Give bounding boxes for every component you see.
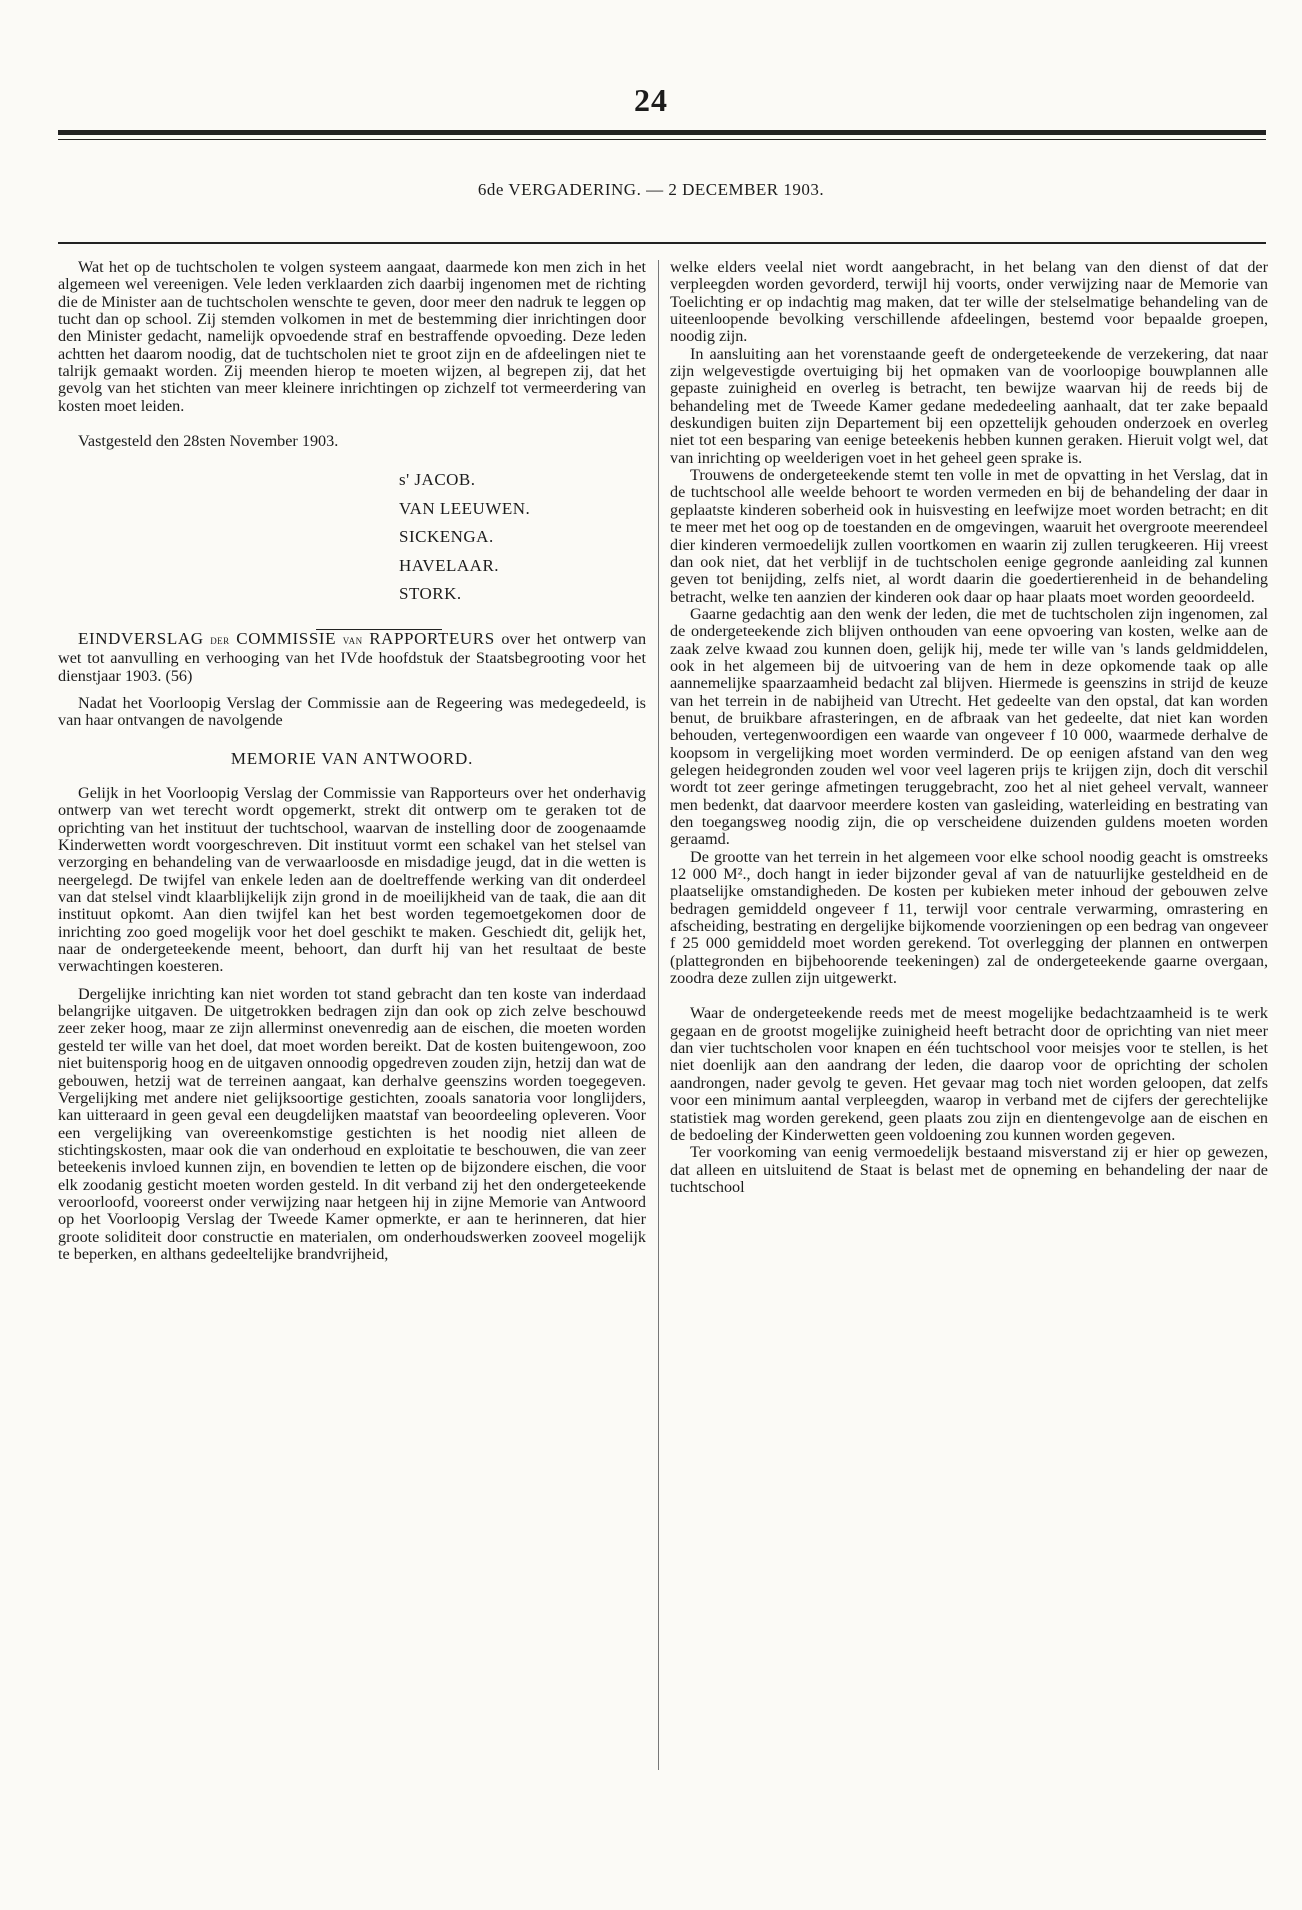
report-title-part-4: VAN — [342, 635, 363, 646]
header-rule-thick — [58, 130, 1266, 135]
signature-2: VAN LEEUWEN. — [399, 498, 531, 518]
report-title — [58, 630, 646, 685]
signature-1: s' JACOB. — [399, 470, 476, 490]
session-header: 6de VERGADERING. — 2 DECEMBER 1903. — [477, 180, 825, 199]
left-paragraph-3: Gelijk in het Voorloopig Verslag der Commissie van Rapporteurs over het onderhavig ontwerp van wet terecht wordt opgemerkt, strekt dit ontwerp om te geraken tot de oprichting van het instituut der tuchtschool, waarvan de instelling door de zoogenaamde Kinderwetten wordt voorgeschreven. Dit instituut vormt een schakel van het stelsel van verzorging en behandeling van de verwaarloosde en misdadige jeugd, dat in die wetten is neergelegd. De twijfel van enkele leden aan de doeltreffende werking van dit onderdeel van dat stelsel vindt klaarblijkelijk zijn grond in de moeilijkheid van de taak, die aan dit instituut opkomt. Aan dien twijfel kan het best worden tegemoetgekomen door de inrichting zoo goed mogelijk voor het doel geschikt te maken. Geschiedt dit, gelijk het, naar de ondergeteekende meent, behoort, dan durft hij van het resultaat de beste verwachtingen koesteren. — [58, 784, 646, 976]
right-paragraph-5: De grootte van het terrein in het algemeen voor elke school noodig geacht is omstreeks 12 000 M²., doch hangt in ieder bijzonder geval af van de natuurlijke gesteldheid en de plaatselijke omstandigheden. De kosten per kubieken meter inhoud der gebouwen zelve bedragen gemiddeld ongeveer f 11, terwijl voor centrale verwarming, omrastering en afscheiding, bestrating en dergelijke bijkomende voorzieningen op een bedrag van ongeveer f 25 000 gemiddeld moet worden gerekend. Tot overlegging der plannen en ontwerpen (plattegronden en bijbehoorende teekeningen) zal de ondergeteekende gaarne overgaan, zoodra deze zullen zijn uitgewerkt. — [670, 847, 1268, 988]
report-title-part-3: COMMISSIE — [236, 628, 337, 648]
memorie-heading: MEMORIE VAN ANTWOORD. — [230, 748, 474, 768]
right-paragraph-6: Waar de ondergeteekende reeds met de meest mogelijke bedachtzaamheid is te werk gegaan en de grootst mogelijke zuinigheid heeft betracht door de oprichting van niet meer dan vier tuchtscholen voor knapen en één tuchtschool voor meisjes voor te stellen, is het niet doenlijk aan den aandrang der leden, die daarop voor de oprichting der scholen aandrongen, nader gevolg te geven. Het gevaar mag toch niet worden geloopen, dat zelfs voor een minimum aantal verpleegden, waarop in verband met de cijfers der gerechtelijke statistiek mag worden gerekend, geen plaats zou zijn en dientengevolge aan de eischen en de bedoeling der Kinderwetten geen voldoening zou kunnen worden gegeven. — [670, 1004, 1268, 1144]
report-title-rest: over het ontwerp van wet tot aanvulling en verhooging van het IVde hoofdstuk der Staatsbegrooting voor het dienstjaar 1903. (56) — [58, 629, 647, 685]
right-paragraph-4: Gaarne gedachtig aan den wenk der leden, die met de tuchtscholen zijn ingenomen, zal de ondergeteekende zich blijven onthouden van eene opvoering van kosten, welke aan de zaak zelve kwaad zou kunnen doen, gelijk hij, mede ter wille van 's lands geldmiddelen, ook in het algemeen bij de uitvoering van de hem in deze opkomende taak op alle aannemelijke spaarzaamheid bedacht zal blijven. Hiermede is geenszins in strijd de keuze van het terrein in de nabijheid van Utrecht. Het gedeelte van den opstal, dat kan worden benut, de bruikbare afrasteringen, en de afbraak van het gedeelte, dat niet kan worden behouden, vertegenwoordigen een waarde van ongeveer f 10 000, waarmede derhalve de koopsom in vergelijking moet worden verminderd. De op eenigen afstand van den weg gelegen heidegronden zouden wel voor veel lageren prijs te krijgen zijn, doch dit verschil wordt tot zeer geringe afmetingen teruggebracht, zoo het al niet geheel vervalt, wanneer men bedenkt, dat daarvoor meerdere kosten van gasleiding, waterleiding en bestrating van den toegangsweg noodig zijn, die op verscheidene duizenden guldens moeten worden geraamd. — [670, 604, 1268, 849]
report-title-part-1: EINDVERSLAG — [78, 628, 204, 648]
date-line: Vastgesteld den 28sten November 1903. — [78, 432, 339, 451]
signature-4: HAVELAAR. — [399, 555, 500, 575]
left-paragraph-1: Wat het op de tuchtscholen te volgen systeem aangaat, daarmede kon men zich in het algemeen wel vereenigen. Vele leden verklaarden zich daarbij ingenomen met de richting die de Minister aan de tuchtscholen wenschte te geven, door meer den nadruk te leggen op tucht dan op school. Zij stemden volkomen in met de bestemming dier inrichtingen door den Minister gedacht, namelijk opvoedende straf en bestraffende opvoeding. Deze leden achtten het daarom noodig, dat de tuchtscholen niet te groot zijn en de afdeelingen niet te talrijk gemaakt worden. Zij meenden hierop te moeten wijzen, al begrepen zij, dat het gevolg van het stichten van meer kleinere inrichtingen op zichzelf tot vermeerdering van kosten moet leiden. — [58, 258, 646, 415]
page-number: 24 — [634, 82, 668, 118]
left-column — [58, 259, 646, 1263]
report-title-part-2: DER — [210, 635, 230, 646]
report-title-part-5: RAPPORTEURS — [369, 628, 495, 648]
left-paragraph-4: Dergelijke inrichting kan niet worden tot stand gebracht dan ten koste van inderdaad belangrijke uitgaven. De uitgetrokken bedragen zijn dan ook op zich zelve beschouwd zeer zeker hoog, maar ze zijn allerminst onevenredig aan de eischen, die moeten worden gesteld ter wille van het doel, dat moet worden bereikt. Dat de kosten buitengewoon, zoo niet buitensporig hoog en de uitgaven onnoodig opgedreven zouden zijn, hetzij dan wat de gebouwen, hetzij wat de terreinen aangaat, kan derhalve geenszins worden toegegeven. Vergelijking met andere niet gelijksoortige gestichten, zooals sanatoria voor longlijders, kan uitteraard in geen geval een deugdelijken maatstaf van beoordeeling opleveren. Voor een vergelijking van overeenkomstige gestichten is het noodig niet alleen de stichtingskosten, maar ook die van onderhoud en exploitatie te beschouwen, die van zeer beteekenis invloed kunnen zijn, en bovendien te letten op de bijzondere eischen, die voor elk zoodanig gesticht moeten worden gesteld. In dit verband zij het den ondergeteekende veroorloofd, vooreerst onder verwijzing naar hetgeen hij in zijne Memorie van Antwoord op het Voorloopig Verslag der Tweede Kamer opmerkte, er aan te herinneren, dat hier groote soliditeit door constructie en materialen, om onderhoudswerken zooveel mogelijk te beperken, en althans gedeeltelijke brandvrijheid, — [58, 984, 646, 1263]
column-top-rule — [58, 242, 1266, 244]
right-paragraph-2: In aansluiting aan het vorenstaande geeft de ondergeteekende de verzekering, dat naar zijn welgevestigde overtuiging bij het opmaken van de voorloopige bouwplannen alle gepaste zuinigheid en overleg is betracht, ten bewijze waarvan hij de reeds bij de behandeling met de Tweede Kamer gedane mededeeling aanhaalt, dat ter zake bepaald deskundigen buiten zijn Departement bij een opzettelijk gehouden onderzoek en overleg niet tot een besparing van eenige beteekenis hebben kunnen geraken. Hieruit volgt wel, dat van inrichting op weelderigen voet in het geheel geen sprake is. — [670, 344, 1268, 467]
right-paragraph-7: Ter voorkoming van eenig vermoedelijk bestaand misverstand zij er hier op gewezen, dat alleen en uitsluitend de Staat is belast met de opneming en behandeling der naar de tuchtschool — [670, 1143, 1268, 1196]
right-paragraph-3: Trouwens de ondergeteekende stemt ten volle in met de opvatting in het Verslag, dat in de tuchtschool alle weelde behoort te worden vermeden en bij de behandeling der daar in geplaatste kinderen soberheid ook in huisvesting en leefwijze moet worden betracht; en dit te meer met het oog op de toestanden en de omgevingen, waaruit het overgroote meerendeel dier kinderen vermoedelijk zullen voortkomen en waarin zij zullen terugkeeren. Hij vreest dan ook niet, dat het verblijf in de tuchtscholen eenige gegronde aanleiding zal kunnen geven tot benijding, zelfs niet, al wordt daarin die goedertierenheid in de behandeling betracht, welke ten aanzien der kinderen ook daar op haar plaats moet worden geoordeeld. — [670, 466, 1268, 606]
right-column — [670, 259, 1268, 1196]
column-divider — [658, 260, 659, 1770]
left-paragraph-2: Nadat het Voorloopig Verslag der Commissie aan de Regeering was medegedeeld, is van haar ontvangen de navolgende — [58, 693, 646, 730]
signatures — [399, 466, 646, 609]
signature-3: SICKENGA. — [399, 527, 494, 547]
signature-5: STORK. — [399, 584, 462, 604]
header-rule-thin — [58, 139, 1266, 140]
right-paragraph-1: welke elders veelal niet wordt aangebracht, in het belang van den dienst of dat der verpleegden worden gevorderd, terwijl hij voorts, onder verwijzing naar de Memorie van Toelichting er op indachtig mag maken, dat ter wille der stelselmatige behandeling van de uiteenloopende bevolking verschillende afdeelingen, bestemd voor bepaalde groepen, noodig zijn. — [670, 258, 1268, 346]
